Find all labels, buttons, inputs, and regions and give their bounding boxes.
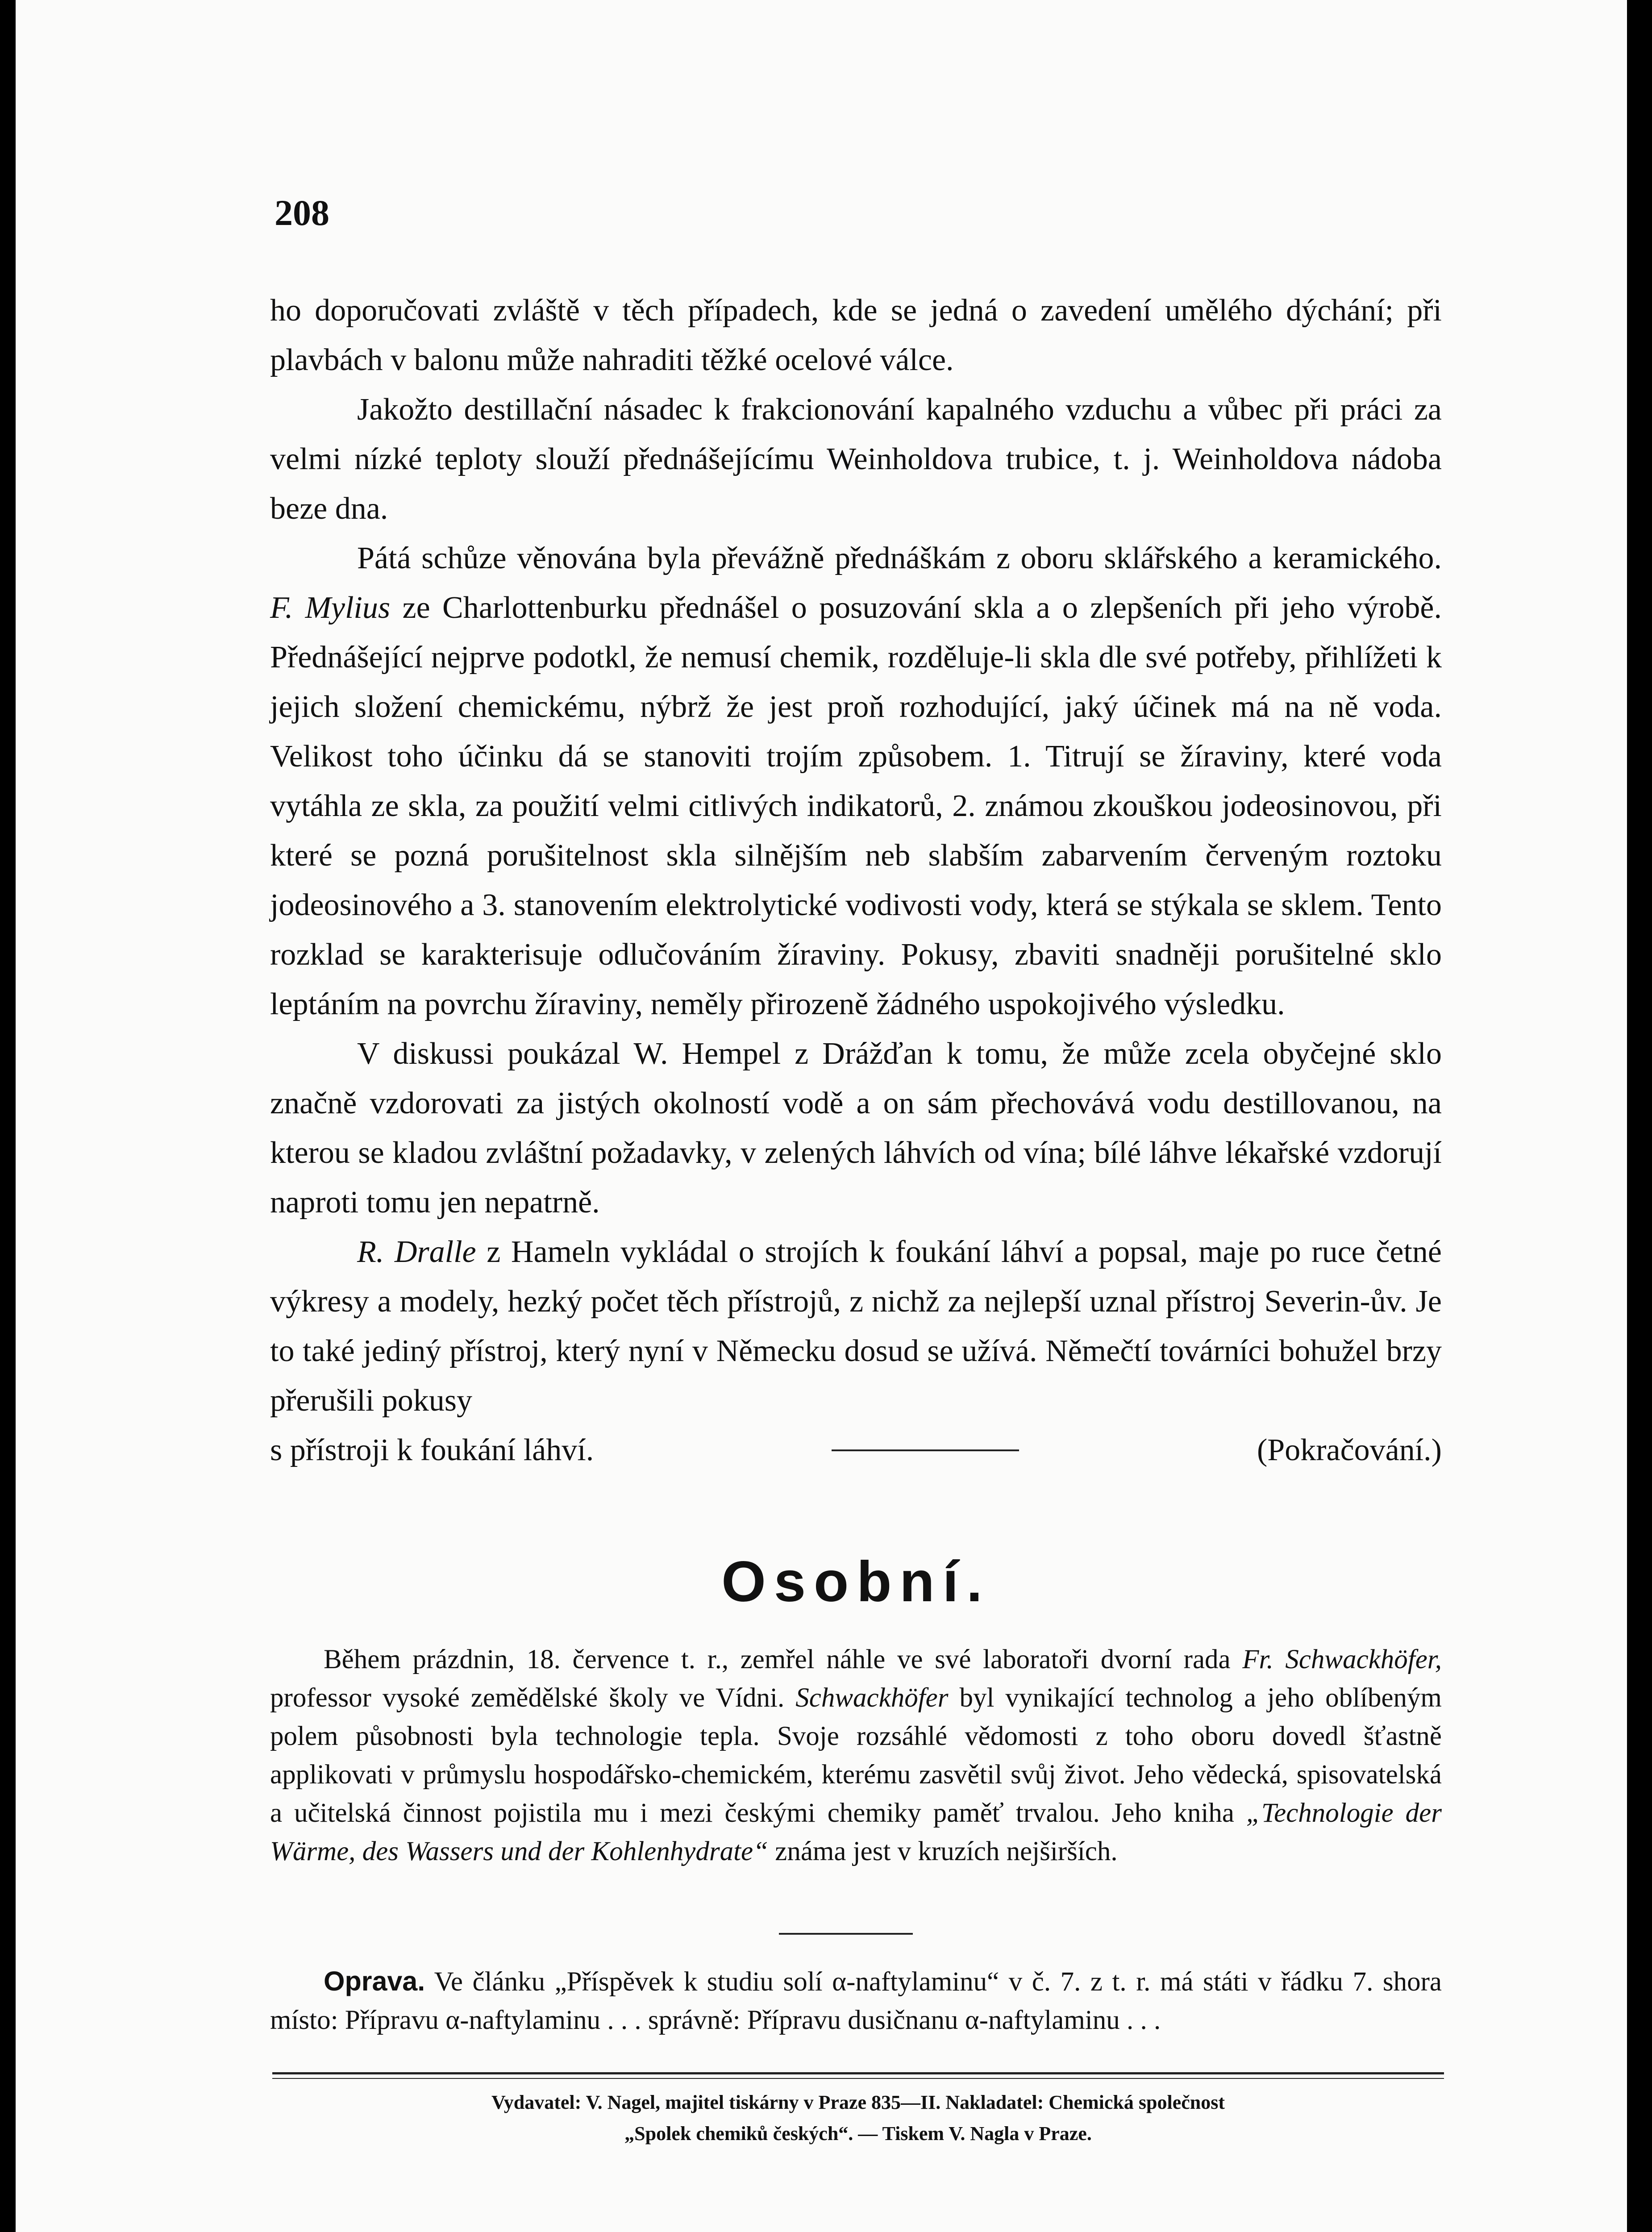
imprint-line-1: Vydavatel: V. Nagel, majitel tiskárny v Praze 835—II. Nakladatel: Chemická společnost	[491, 2091, 1225, 2113]
erratum-section	[270, 1962, 1442, 2040]
obituary-segment-0: Během prázdnin, 18. července t. r., zemřel náhle ve své laboratoři dvorní rada	[324, 1645, 1243, 1674]
paragraph-4	[270, 1029, 1442, 1227]
paragraph-1-segment-0: ho doporučovati zvláště v těch případech, kde se jedná o zavedení umělého dýchání; při plavbách v balonu může nahraditi těžké ocelové válce.	[270, 293, 1442, 377]
footer-rule-bottom	[272, 2078, 1444, 2079]
paragraph-3-segment-0: Pátá schůze věnována byla převážně přednáškám z oboru sklářského a keramického.	[357, 541, 1442, 575]
page	[16, 0, 1627, 2232]
footer-rule-top	[272, 2072, 1444, 2074]
obituary-segment-5: „Technologie der Wärme, des Wassers und der Kohlenhydrate“	[270, 1798, 1442, 1866]
obituary-segment-3: Schwackhöfer	[795, 1683, 949, 1713]
paragraph-5-last-line	[270, 1425, 1442, 1475]
obituary-segment-2: professor vysoké zemědělské školy ve Vídni.	[270, 1683, 796, 1713]
imprint-line-2: „Spolek chemiků českých“. — Tiskem V. Nagla v Praze.	[624, 2123, 1092, 2145]
paragraph-3	[270, 533, 1442, 1029]
erratum-label: Oprava.	[324, 1966, 425, 1996]
main-text	[270, 286, 1442, 1475]
paragraph-4-segment-0: V diskussi poukázal W. Hempel z Drážďan k tomu, že může zcela obyčejné sklo značně vzdorovati za jistých okolností vodě a on sám přechovává vodu destillovanou, na kterou se kladou zvláštní požadavky, v zelených láhvích od vína; bílé láhve lékařské vzdorují naproti tomu jen nepatrně.	[270, 1037, 1442, 1220]
paragraph-1	[270, 286, 1442, 385]
obituary-section	[270, 1641, 1442, 1871]
obituary-paragraph	[270, 1641, 1442, 1871]
paragraph-5-segment-1: z Hameln vykládal o strojích k foukání láhví a popsal, maje po ruce četné výkresy a modely, hezký počet těch přístrojů, z nichž za nejlepší uznal přístroj Severin-ův. Je to také jediný přístroj, který nyní v Německu dosud se užívá. Němečtí továrníci bohužel brzy přerušili pokusy	[270, 1235, 1442, 1418]
paragraph-2	[270, 385, 1442, 533]
paragraph-5	[270, 1227, 1442, 1425]
obituary-segment-6: známa jest v kruzích nejširších.	[768, 1836, 1118, 1866]
paragraph-5-segment-0: R. Dralle	[357, 1235, 476, 1269]
imprint	[272, 2087, 1444, 2149]
page-number: 208	[275, 192, 329, 233]
erratum-text: Ve článku „Příspěvek k studiu solí α-naftylaminu“ v č. 7. z t. r. má státi v řádku 7. shora místo: Přípravu α-naftylaminu . . . správně: Přípravu dusičnanu α-naftylaminu . . .	[270, 1967, 1442, 2035]
paragraph-3-segment-1: F. Mylius	[270, 591, 391, 625]
obituary-segment-1: Fr. Schwackhöfer,	[1242, 1645, 1442, 1674]
separator-rule	[779, 1933, 913, 1935]
section-rule	[832, 1449, 1019, 1451]
continued-note: (Pokračování.)	[1257, 1433, 1442, 1467]
paragraph-3-segment-2: ze Charlottenburku přednášel o posuzování skla a o zlepšeních při jeho výrobě. Přednášející nejprve podotkl, že nemusí chemik, rozděluje-li skla dle své potřeby, přihlížeti k jejich složení chemickému, nýbrž že jest proň rozhodující, jaký účinek má na ně voda. Velikost toho účinku dá se stanoviti trojím způsobem. 1. Titrují se žíraviny, které voda vytáhla ze skla, za použití velmi citlivých indikatorů, 2. známou zkouškou jodeosinovou, při které se pozná porušitelnost skla silnějším neb slabším zabarvením červeným roztoku jodeosinového a 3. stanovením elektrolytické vodivosti vody, která se stýkala se sklem. Tento rozklad se karakterisuje odlučováním žíraviny. Pokusy, zbaviti snadněji porušitelné sklo leptáním na povrchu žíraviny, neměly přirozeně žádného uspokojivého výsledku.	[270, 591, 1442, 1021]
obituary-segment-4: byl vynikající technolog a jeho oblíbeným polem působnosti byla technologie tepla. Svoje rozsáhlé vědomosti z toho oboru dovedl šťastně applikovati v průmyslu hospodářsko-chemickém, kterému zasvětil svůj život. Jeho vědecká, spisovatelská a učitelská činnost pojistila mu i mezi českými chemiky paměť trvalou. Jeho kniha	[270, 1683, 1442, 1828]
paragraph-2-segment-0: Jakožto destillační násadec k frakcionování kapalného vzduchu a vůbec při práci za velmi nízké teploty slouží přednášejícímu Weinholdova trubice, t. j. Weinholdova nádoba beze dna.	[270, 392, 1442, 526]
erratum-paragraph	[270, 1962, 1442, 2040]
section-heading: Osobní.	[721, 1550, 990, 1614]
last-line-text: s přístroji k foukání láhví.	[270, 1433, 594, 1467]
